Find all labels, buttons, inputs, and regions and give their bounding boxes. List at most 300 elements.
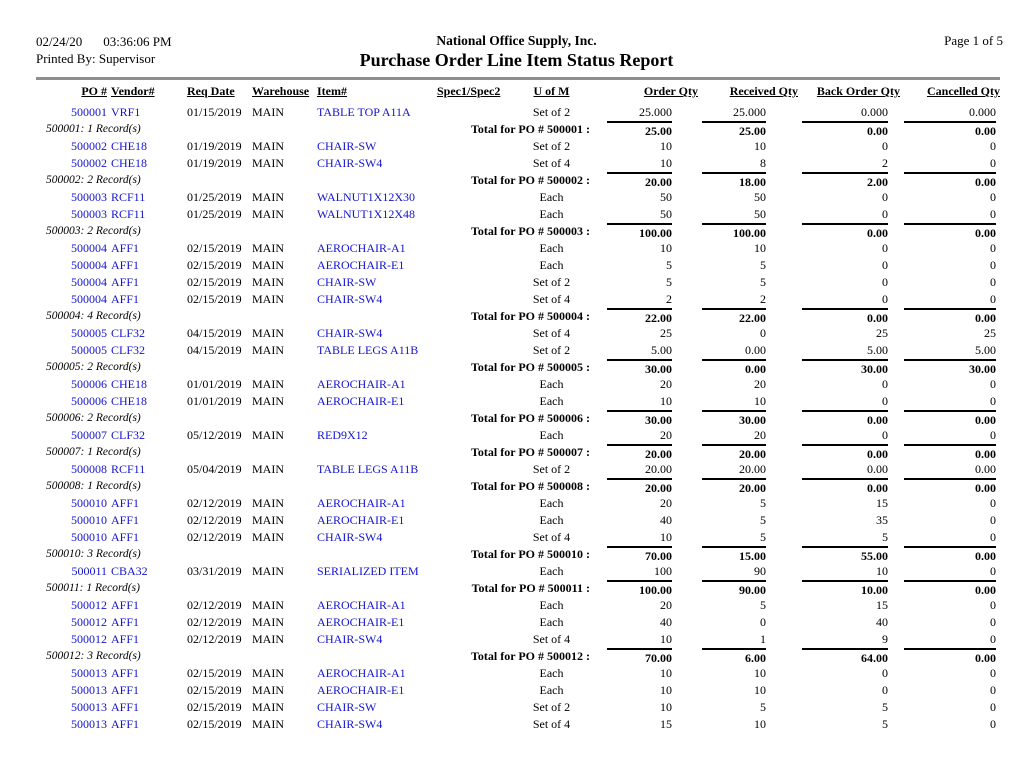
- backorder-qty-cell: 0: [882, 190, 888, 204]
- item-link[interactable]: CHAIR-SW: [317, 700, 377, 714]
- cancelled-qty-cell: 0: [990, 377, 996, 391]
- item-link[interactable]: CHAIR-SW4: [317, 326, 383, 340]
- vendor-link[interactable]: RCF11: [111, 462, 146, 476]
- po-total-value-text: 25.00: [702, 121, 766, 138]
- column-header-req-date: Req Date: [187, 84, 235, 98]
- po-total-value-text: 0.00: [904, 546, 996, 563]
- spec-cell: [437, 393, 500, 410]
- po-link-cell: [36, 665, 107, 682]
- backorder-qty-cell: 0: [882, 292, 888, 306]
- po-total-value: [798, 308, 900, 325]
- po-total-value: [798, 444, 900, 461]
- vendor-link-cell: [107, 206, 187, 223]
- po-link-cell: [36, 631, 107, 648]
- company-name: National Office Supply, Inc.: [436, 33, 597, 48]
- vendor-link-cell: [107, 614, 187, 631]
- req-date-cell: 02/15/2019: [187, 717, 242, 731]
- cancelled-qty-cell: 5.00: [975, 343, 996, 357]
- backorder-qty-cell: 0: [882, 258, 888, 272]
- po-total-value: [900, 410, 1000, 427]
- po-link[interactable]: 500010: [71, 530, 107, 544]
- po-total-value-text: 0.00: [802, 223, 888, 240]
- table-row: [36, 682, 1000, 699]
- req-date-cell: 02/15/2019: [187, 241, 242, 255]
- uom-cell: Each: [539, 496, 564, 510]
- item-link[interactable]: RED9X12: [317, 428, 368, 442]
- po-link-cell: [36, 274, 107, 291]
- received-qty-cell: 10: [754, 666, 766, 680]
- warehouse-cell: MAIN: [252, 717, 284, 731]
- cancelled-qty-cell: 0: [990, 139, 996, 153]
- po-link[interactable]: 500003: [71, 207, 107, 221]
- po-total-value: [603, 359, 698, 376]
- order-qty-cell: 10: [660, 139, 672, 153]
- order-qty-cell: 10: [660, 632, 672, 646]
- item-link-cell: [317, 716, 437, 733]
- column-header-cancelled-qty: Cancelled Qty: [927, 84, 1000, 98]
- vendor-link-cell: [107, 495, 187, 512]
- cancelled-qty-cell: 0: [990, 632, 996, 646]
- total-for-label: Total for PO # 500012 :: [471, 649, 590, 663]
- po-total-value: [798, 410, 900, 427]
- vendor-link[interactable]: CHE18: [111, 139, 147, 153]
- table-row: [36, 325, 1000, 342]
- spec-cell: [437, 189, 500, 206]
- item-link[interactable]: TABLE LEGS A11B: [317, 462, 419, 476]
- item-link[interactable]: AEROCHAIR-E1: [317, 683, 405, 697]
- vendor-link-cell: [107, 274, 187, 291]
- item-link-cell: [317, 682, 437, 699]
- req-date-cell: 03/31/2019: [187, 564, 242, 578]
- po-link-cell: [36, 189, 107, 206]
- vendor-link[interactable]: AFF1: [111, 598, 140, 612]
- item-link[interactable]: CHAIR-SW4: [317, 292, 383, 306]
- column-header-spec: Spec1/Spec2: [437, 84, 501, 98]
- spec-cell: [437, 104, 500, 121]
- po-link-cell: [36, 699, 107, 716]
- warehouse-cell: MAIN: [252, 700, 284, 714]
- item-link-cell: [317, 393, 437, 410]
- po-total-value-text: 25.00: [607, 121, 672, 138]
- vendor-link[interactable]: AFF1: [111, 513, 140, 527]
- order-qty-cell: 15: [660, 717, 672, 731]
- received-qty-cell: 8: [760, 156, 766, 170]
- vendor-link[interactable]: CHE18: [111, 156, 147, 170]
- po-total-row: [36, 648, 1000, 665]
- po-link[interactable]: 500011: [71, 564, 107, 578]
- spec-cell: [437, 614, 500, 631]
- po-link[interactable]: 500012: [71, 598, 107, 612]
- item-link[interactable]: AEROCHAIR-E1: [317, 513, 405, 527]
- item-link[interactable]: CHAIR-SW: [317, 139, 377, 153]
- uom-cell: Each: [539, 190, 564, 204]
- cancelled-qty-cell: 0: [990, 190, 996, 204]
- item-link-cell: [317, 291, 437, 308]
- record-count-label: 500001: 1 Record(s): [46, 123, 141, 135]
- spec-cell: [437, 342, 500, 359]
- po-total-value: [698, 121, 798, 138]
- vendor-link[interactable]: AFF1: [111, 700, 140, 714]
- column-header-item: Item#: [317, 84, 347, 98]
- po-total-value: [698, 648, 798, 665]
- req-date-cell: 01/25/2019: [187, 207, 242, 221]
- item-link[interactable]: TABLE LEGS A11B: [317, 343, 419, 357]
- cancelled-qty-cell: 0: [990, 241, 996, 255]
- po-link[interactable]: 500002: [71, 156, 107, 170]
- backorder-qty-cell: 2: [882, 156, 888, 170]
- item-link-cell: [317, 138, 437, 155]
- po-total-value-text: 0.00: [802, 478, 888, 495]
- order-qty-cell: 10: [660, 683, 672, 697]
- spec-cell: [437, 631, 500, 648]
- item-link[interactable]: AEROCHAIR-A1: [317, 598, 406, 612]
- po-link[interactable]: 500004: [71, 275, 107, 289]
- item-link[interactable]: AEROCHAIR-A1: [317, 377, 406, 391]
- po-total-value: [603, 308, 698, 325]
- vendor-link[interactable]: AFF1: [111, 666, 140, 680]
- req-date-cell: 02/12/2019: [187, 513, 242, 527]
- item-link-cell: [317, 325, 437, 342]
- item-link[interactable]: AEROCHAIR-A1: [317, 241, 406, 255]
- total-for-label: Total for PO # 500011 :: [471, 581, 590, 595]
- uom-cell: Each: [539, 564, 564, 578]
- vendor-link[interactable]: AFF1: [111, 632, 140, 646]
- vendor-link[interactable]: RCF11: [111, 207, 146, 221]
- warehouse-cell: MAIN: [252, 462, 284, 476]
- po-total-row: [36, 580, 1000, 597]
- vendor-link-cell: [107, 716, 187, 733]
- po-total-value: [698, 223, 798, 240]
- po-total-value-text: 0.00: [802, 121, 888, 138]
- vendor-link[interactable]: CLF32: [111, 326, 146, 340]
- po-total-value: [698, 478, 798, 495]
- uom-cell: Each: [539, 241, 564, 255]
- table-row: [36, 512, 1000, 529]
- vendor-link[interactable]: AFF1: [111, 241, 140, 255]
- vendor-link[interactable]: CLF32: [111, 428, 146, 442]
- po-link[interactable]: 500010: [71, 513, 107, 527]
- warehouse-cell: MAIN: [252, 343, 284, 357]
- item-link[interactable]: TABLE TOP A11A: [317, 105, 411, 119]
- vendor-link-cell: [107, 138, 187, 155]
- cancelled-qty-cell: 25: [984, 326, 996, 340]
- po-total-value-text: 0.00: [904, 478, 996, 495]
- received-qty-cell: 20: [754, 377, 766, 391]
- item-link[interactable]: AEROCHAIR-A1: [317, 666, 406, 680]
- total-for-label: Total for PO # 500008 :: [471, 479, 590, 493]
- po-total-value: [798, 359, 900, 376]
- vendor-link-cell: [107, 291, 187, 308]
- item-link[interactable]: CHAIR-SW4: [317, 632, 383, 646]
- item-link[interactable]: CHAIR-SW: [317, 275, 377, 289]
- spec-cell: [437, 325, 500, 342]
- po-total-value: [900, 121, 1000, 138]
- vendor-link-cell: [107, 155, 187, 172]
- po-link[interactable]: 500004: [71, 258, 107, 272]
- po-total-value-text: 0.00: [904, 580, 996, 597]
- uom-cell: Set of 4: [532, 530, 571, 544]
- po-total-value-text: 22.00: [607, 308, 672, 325]
- item-link-cell: [317, 342, 437, 359]
- po-total-value: [603, 444, 698, 461]
- po-total-value: [603, 172, 698, 189]
- vendor-link-cell: [107, 342, 187, 359]
- po-link[interactable]: 500003: [71, 190, 107, 204]
- vendor-link-cell: [107, 325, 187, 342]
- req-date-cell: 01/19/2019: [187, 156, 242, 170]
- po-total-row: [36, 223, 1000, 240]
- spec-cell: [437, 376, 500, 393]
- backorder-qty-cell: 0: [882, 241, 888, 255]
- po-link-cell: [36, 138, 107, 155]
- po-line-item-table: [36, 84, 1000, 733]
- po-total-value-text: 0.00: [904, 223, 996, 240]
- po-total-value-text: 30.00: [802, 359, 888, 376]
- item-link[interactable]: AEROCHAIR-E1: [317, 258, 405, 272]
- column-header-received-qty: Received Qty: [729, 84, 798, 98]
- cancelled-qty-cell: 0: [990, 258, 996, 272]
- po-total-value-text: 70.00: [607, 648, 672, 665]
- vendor-link[interactable]: AFF1: [111, 496, 140, 510]
- total-for-label: Total for PO # 500002 :: [471, 173, 590, 187]
- warehouse-cell: MAIN: [252, 241, 284, 255]
- item-link-cell: [317, 699, 437, 716]
- vendor-link[interactable]: CBA32: [111, 564, 148, 578]
- item-link[interactable]: WALNUT1X12X30: [317, 190, 415, 204]
- po-link[interactable]: 500013: [71, 717, 107, 731]
- received-qty-cell: 5: [760, 700, 766, 714]
- po-total-value-text: 70.00: [607, 546, 672, 563]
- vendor-link[interactable]: AFF1: [111, 615, 140, 629]
- order-qty-cell: 25.000: [639, 105, 672, 119]
- po-link[interactable]: 500005: [71, 343, 107, 357]
- vendor-link-cell: [107, 104, 187, 121]
- order-qty-cell: 20.00: [645, 462, 672, 476]
- po-total-value-text: 0.00: [904, 308, 996, 325]
- item-link[interactable]: CHAIR-SW4: [317, 717, 383, 731]
- backorder-qty-cell: 0.00: [867, 462, 888, 476]
- backorder-qty-cell: 5: [882, 700, 888, 714]
- table-row: [36, 393, 1000, 410]
- table-row: [36, 155, 1000, 172]
- po-link[interactable]: 500006: [71, 377, 107, 391]
- uom-cell: Each: [539, 258, 564, 272]
- item-link-cell: [317, 376, 437, 393]
- cancelled-qty-cell: 0: [990, 615, 996, 629]
- warehouse-cell: MAIN: [252, 377, 284, 391]
- record-count-label: 500010: 3 Record(s): [46, 548, 141, 560]
- item-link-cell: [317, 274, 437, 291]
- cancelled-qty-cell: 0.000: [969, 105, 996, 119]
- column-header-order-qty: Order Qty: [643, 84, 698, 98]
- vendor-link[interactable]: AFF1: [111, 683, 140, 697]
- vendor-link[interactable]: AFF1: [111, 530, 140, 544]
- spec-cell: [437, 257, 500, 274]
- po-total-row: [36, 121, 1000, 138]
- spec-cell: [437, 563, 500, 580]
- column-header-uom: U of M: [533, 84, 570, 98]
- record-count-label: 500006: 2 Record(s): [46, 412, 141, 424]
- cancelled-qty-cell: 0: [990, 496, 996, 510]
- vendor-link-cell: [107, 563, 187, 580]
- po-link[interactable]: 500013: [71, 666, 107, 680]
- po-link[interactable]: 500004: [71, 241, 107, 255]
- req-date-cell: 02/15/2019: [187, 700, 242, 714]
- po-link[interactable]: 500012: [71, 632, 107, 646]
- cancelled-qty-cell: 0: [990, 598, 996, 612]
- req-date-cell: 01/25/2019: [187, 190, 242, 204]
- table-row: [36, 189, 1000, 206]
- cancelled-qty-cell: 0: [990, 683, 996, 697]
- po-total-value-text: 30.00: [607, 359, 672, 376]
- po-total-value-text: 0.00: [802, 308, 888, 325]
- po-total-value: [603, 223, 698, 240]
- vendor-link[interactable]: RCF11: [111, 190, 146, 204]
- spec-cell: [437, 291, 500, 308]
- vendor-link[interactable]: VRF1: [111, 105, 141, 119]
- cancelled-qty-cell: 0: [990, 275, 996, 289]
- po-total-value: [603, 410, 698, 427]
- spec-cell: [437, 427, 500, 444]
- order-qty-cell: 20: [660, 496, 672, 510]
- po-total-value-text: 64.00: [802, 648, 888, 665]
- item-link-cell: [317, 665, 437, 682]
- vendor-link-cell: [107, 257, 187, 274]
- column-header-backorder-qty: Back Order Qty: [816, 84, 900, 98]
- table-row: [36, 274, 1000, 291]
- po-link[interactable]: 500013: [71, 700, 107, 714]
- page-indicator: Page 1 of 5: [944, 33, 1003, 48]
- vendor-link[interactable]: AFF1: [111, 275, 140, 289]
- req-date-cell: 02/12/2019: [187, 530, 242, 544]
- item-link[interactable]: CHAIR-SW4: [317, 156, 383, 170]
- backorder-qty-cell: 5: [882, 530, 888, 544]
- spec-cell: [437, 274, 500, 291]
- uom-cell: Each: [539, 377, 564, 391]
- warehouse-cell: MAIN: [252, 598, 284, 612]
- po-total-row: [36, 172, 1000, 189]
- po-link[interactable]: 500012: [71, 615, 107, 629]
- vendor-link[interactable]: CHE18: [111, 394, 147, 408]
- vendor-link[interactable]: AFF1: [111, 292, 140, 306]
- po-link[interactable]: 500013: [71, 683, 107, 697]
- vendor-link[interactable]: CLF32: [111, 343, 146, 357]
- po-total-row: [36, 478, 1000, 495]
- po-link[interactable]: 500001: [71, 105, 107, 119]
- po-link-cell: [36, 512, 107, 529]
- po-total-value: [603, 546, 698, 563]
- po-link[interactable]: 500007: [71, 428, 107, 442]
- uom-cell: Set of 2: [532, 462, 571, 476]
- item-link-cell: [317, 155, 437, 172]
- po-total-value-text: 10.00: [802, 580, 888, 597]
- po-link-cell: [36, 563, 107, 580]
- po-total-value: [698, 444, 798, 461]
- backorder-qty-cell: 35: [876, 513, 888, 527]
- po-link-cell: [36, 614, 107, 631]
- po-link-cell: [36, 529, 107, 546]
- po-total-value-text: 55.00: [802, 546, 888, 563]
- total-for-label: Total for PO # 500004 :: [471, 309, 590, 323]
- table-row: [36, 138, 1000, 155]
- order-qty-cell: 5: [666, 275, 672, 289]
- vendor-link-cell: [107, 529, 187, 546]
- po-total-row: [36, 359, 1000, 376]
- vendor-link[interactable]: AFF1: [111, 258, 140, 272]
- table-row: [36, 699, 1000, 716]
- po-link[interactable]: 500002: [71, 139, 107, 153]
- received-qty-cell: 5: [760, 258, 766, 272]
- table-row: [36, 716, 1000, 733]
- vendor-link[interactable]: AFF1: [111, 717, 140, 731]
- vendor-link-cell: [107, 240, 187, 257]
- table-row: [36, 376, 1000, 393]
- received-qty-cell: 2: [760, 292, 766, 306]
- vendor-link-cell: [107, 631, 187, 648]
- po-link[interactable]: 500005: [71, 326, 107, 340]
- po-total-value: [698, 546, 798, 563]
- warehouse-cell: MAIN: [252, 513, 284, 527]
- po-total-value: [798, 546, 900, 563]
- uom-cell: Set of 2: [532, 139, 571, 153]
- vendor-link[interactable]: CHE18: [111, 377, 147, 391]
- total-for-label: Total for PO # 500010 :: [471, 547, 590, 561]
- item-link-cell: [317, 427, 437, 444]
- item-link[interactable]: SERIALIZED ITEM: [317, 564, 419, 578]
- item-link[interactable]: AEROCHAIR-E1: [317, 615, 405, 629]
- po-total-value-text: 6.00: [702, 648, 766, 665]
- report-header: [0, 33, 1033, 71]
- vendor-link-cell: [107, 376, 187, 393]
- report-table-body: [36, 104, 1000, 733]
- order-qty-cell: 50: [660, 190, 672, 204]
- po-link-cell: [36, 325, 107, 342]
- warehouse-cell: MAIN: [252, 258, 284, 272]
- table-row: [36, 427, 1000, 444]
- po-link-cell: [36, 291, 107, 308]
- po-link-cell: [36, 597, 107, 614]
- po-link[interactable]: 500004: [71, 292, 107, 306]
- uom-cell: Each: [539, 598, 564, 612]
- order-qty-cell: 20: [660, 377, 672, 391]
- item-link[interactable]: CHAIR-SW4: [317, 530, 383, 544]
- cancelled-qty-cell: 0: [990, 394, 996, 408]
- vendor-link-cell: [107, 665, 187, 682]
- po-total-value: [798, 223, 900, 240]
- item-link[interactable]: AEROCHAIR-E1: [317, 394, 405, 408]
- received-qty-cell: 90: [754, 564, 766, 578]
- po-total-value: [603, 580, 698, 597]
- spec-cell: [437, 665, 500, 682]
- cancelled-qty-cell: 0.00: [975, 462, 996, 476]
- item-link[interactable]: WALNUT1X12X48: [317, 207, 415, 221]
- received-qty-cell: 50: [754, 190, 766, 204]
- warehouse-cell: MAIN: [252, 326, 284, 340]
- po-link[interactable]: 500010: [71, 496, 107, 510]
- order-qty-cell: 10: [660, 156, 672, 170]
- uom-cell: Set of 4: [532, 292, 571, 306]
- po-total-value-text: 0.00: [904, 410, 996, 427]
- received-qty-cell: 20.00: [739, 462, 766, 476]
- po-link[interactable]: 500006: [71, 394, 107, 408]
- column-header-po: PO #: [81, 84, 107, 98]
- item-link[interactable]: AEROCHAIR-A1: [317, 496, 406, 510]
- received-qty-cell: 10: [754, 241, 766, 255]
- cancelled-qty-cell: 0: [990, 292, 996, 306]
- po-link[interactable]: 500008: [71, 462, 107, 476]
- po-total-value-text: 2.00: [802, 172, 888, 189]
- record-count-label: 500004: 4 Record(s): [46, 310, 141, 322]
